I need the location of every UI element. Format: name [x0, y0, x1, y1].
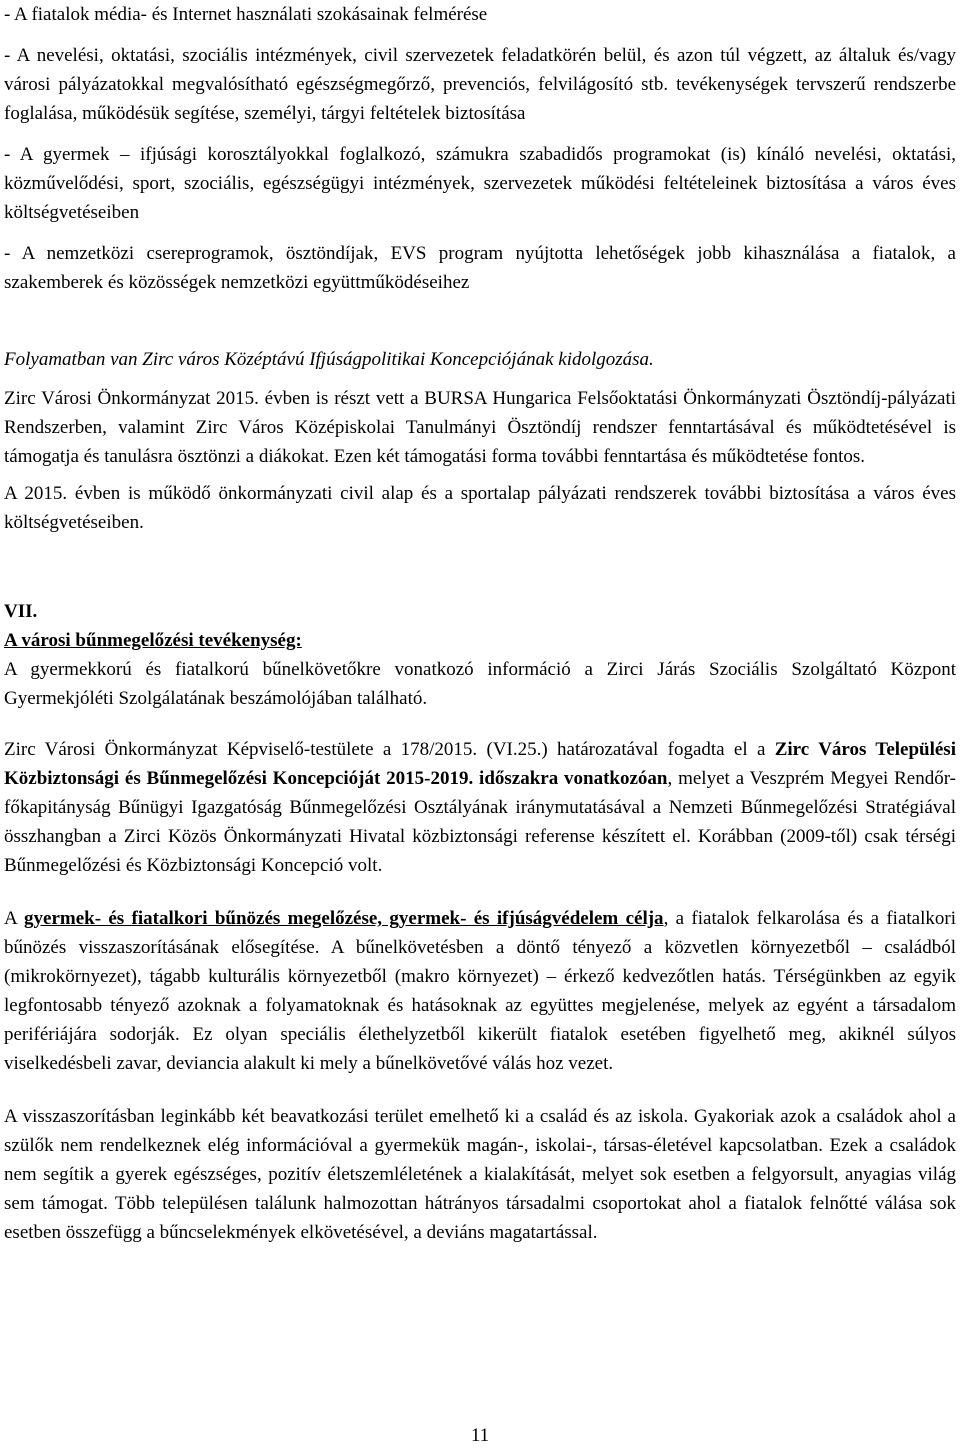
- bullet-media-survey: - A fiatalok média- és Internet használati szokásainak felmérése: [4, 4, 488, 25]
- goal-highlight: gyermek- és fiatalkori bűnözés megelőzése, gyermek- és ifjúságvédelem célja: [24, 908, 664, 929]
- section-title: A városi bűnmegelőzési tevékenység:: [4, 630, 302, 651]
- civil-fund-paragraph: A 2015. évben is működő önkormányzati civil alap és a sportalap pályázati rendszerek további biztosítása a város éves költségvetéseiben.: [4, 483, 956, 533]
- bullet-leisure-institutions: - A gyermek – ifjúsági korosztályokkal foglalkozó, számukra szabadidős programokat (is) kínáló nevelési, oktatási, közművelődési, sport, szociális, egészségügyi intézmények, szervezetek működési feltételeinek biztosítása a város éves költségvetéseiben: [4, 144, 956, 223]
- ongoing-concept-note: Folyamatban van Zirc város Középtávú Ifjúságpolitikai Koncepciójának kidolgozása.: [4, 349, 654, 370]
- concept-text-before: Zirc Városi Önkormányzat Képviselő-testülete a 178/2015. (VI.25.) határozatával fogadta el a: [4, 739, 775, 760]
- families-paragraph: A visszaszorításban leginkább két beavatkozási terület emelhető ki a család és az iskola. Gyakoriak azok a családok ahol a szülők nem rendelkeznek elég információval a gyermekük magán-, iskolai-, társas-életével kapcsolatban. Ezek a családok nem segítik a gyerek egészséges, pozitív életszemléletének a kialakítását, melyet sok esetben a felgyorsult, anyagias világ sem támogat. Több településen találunk halmozottan hátrányos társadalmi csoportokat ahol a fiatalok felnőtté válása sok esetben összefügg a bűncselekmények elkövetésével, a deviáns magatartással.: [4, 1106, 956, 1243]
- goal-text-before: A: [4, 908, 25, 929]
- concept-paragraph: [4, 735, 956, 880]
- concept-text-after: , melyet a Veszprém Megyei Rendőr-főkapitányság Bűnügyi Igazgatóság Bűnmegelőzési Osztályának iránymutatásával a Nemzeti Bűnmegelőzési Stratégiával összhangban a Zirci Közös Önkormányzati Hivatal közbiztonsági referense készített el. Korábban (2009-től) csak térségi Bűnmegelőzési és Közbiztonsági Koncepció volt.: [4, 768, 956, 876]
- intro-paragraph: A gyermekkorú és fiatalkorú bűnelkövetőkre vonatkozó információ a Zirci Járás Szociális Szolgáltató Központ Gyermekjóléti Szolgálatának beszámolójában található.: [4, 659, 956, 709]
- goal-text-after: , a fiatalok felkarolása és a fiatalkori bűnözés visszaszorításának elősegítése. A bűnelkövetésben a döntő tényező a közvetlen környezetből – családból (mikrokörnyezet), tágabb kulturális környezetből (makro környezet) – érkező kedvezőtlen hatás. Térségünkben az egyik legfontosabb tényező azoknak a folyamatoknak és hatásoknak az együttes megjelenése, melyek az egyént a társadalom perifériájára sodorják. Ez olyan speciális élethelyzetből kikerült fiatalok esetében figyelhető meg, akiknél súlyos viselkedésbeli zavar, deviancia alakult ki mely a bűnelkövetővé válás hoz vezet.: [4, 908, 956, 1074]
- section-number: VII.: [4, 601, 38, 622]
- bursa-paragraph: Zirc Városi Önkormányzat 2015. évben is részt vett a BURSA Hungarica Felsőoktatási Önkormányzati Ösztöndíj-pályázati Rendszerben, valamint Zirc Város Középiskolai Tanulmányi Ösztöndíj rendszer fenntartásával és működtetésével is támogatja és tanulásra ösztönzi a diákokat. Ezen két támogatási forma további fenntartása és működtetése fontos.: [4, 388, 956, 467]
- bullet-prevention-activities: - A nevelési, oktatási, szociális intézmények, civil szervezetek feladatkörén belül, és azon túl végzett, az általuk és/vagy városi pályázatokkal megvalósítható egészségmegőrző, prevenciós, felvilágosító stb. tevékenységek tervszerű rendszerbe foglalása, működésük segítése, személyi, tárgyi feltételek biztosítása: [4, 45, 956, 124]
- bullet-exchange-programs: - A nemzetközi csereprogramok, ösztöndíjak, EVS program nyújtotta lehetőségek jobb kihasználása a fiatalok, a szakemberek és közösségek nemzetközi együttműködéseihez: [4, 243, 956, 293]
- document-page: [4, 0, 956, 1451]
- goal-paragraph: [4, 904, 956, 1078]
- page-number: 11: [470, 1425, 490, 1446]
- concept-title: Zirc Város Települési Közbiztonsági és Bűnmegelőzési Koncepcióját 2015-2019. időszakra vonatkozóan: [4, 739, 956, 789]
